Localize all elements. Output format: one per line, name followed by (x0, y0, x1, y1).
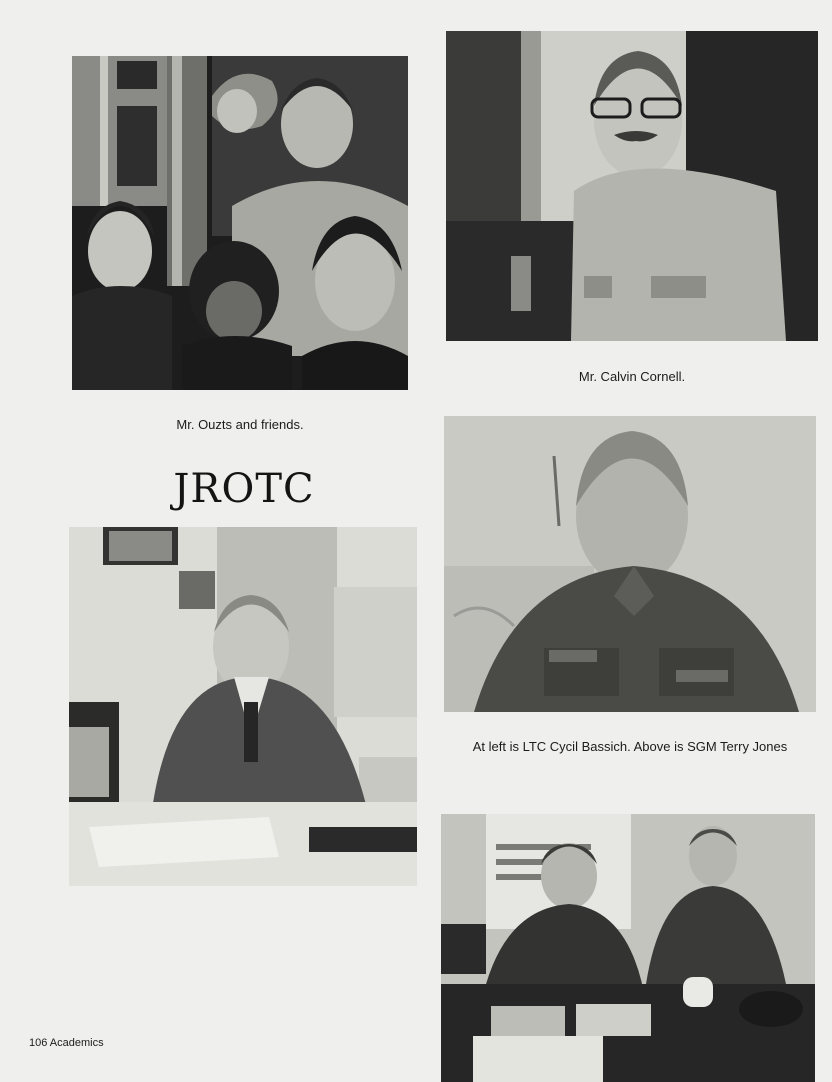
jones-portrait-photo (444, 416, 816, 712)
cornell-portrait-caption: Mr. Calvin Cornell. (578, 369, 686, 384)
bassich-desk-image (69, 527, 417, 886)
bassich-jones-caption: At left is LTC Cycil Bassich. Above is SGM Terry Jones (472, 739, 788, 754)
ouzts-group-photo (72, 56, 408, 390)
page-heading: JROTC (173, 466, 315, 512)
page-footer: 106 Academics (29, 1037, 104, 1049)
cornell-portrait-image (446, 31, 818, 341)
two-officers-image (441, 814, 815, 1082)
jones-portrait-image (444, 416, 816, 712)
cornell-portrait-photo (446, 31, 818, 341)
ouzts-group-caption: Mr. Ouzts and friends. (176, 417, 304, 432)
ouzts-group-image (72, 56, 408, 390)
two-officers-photo (441, 814, 815, 1082)
bassich-desk-photo (69, 527, 417, 886)
